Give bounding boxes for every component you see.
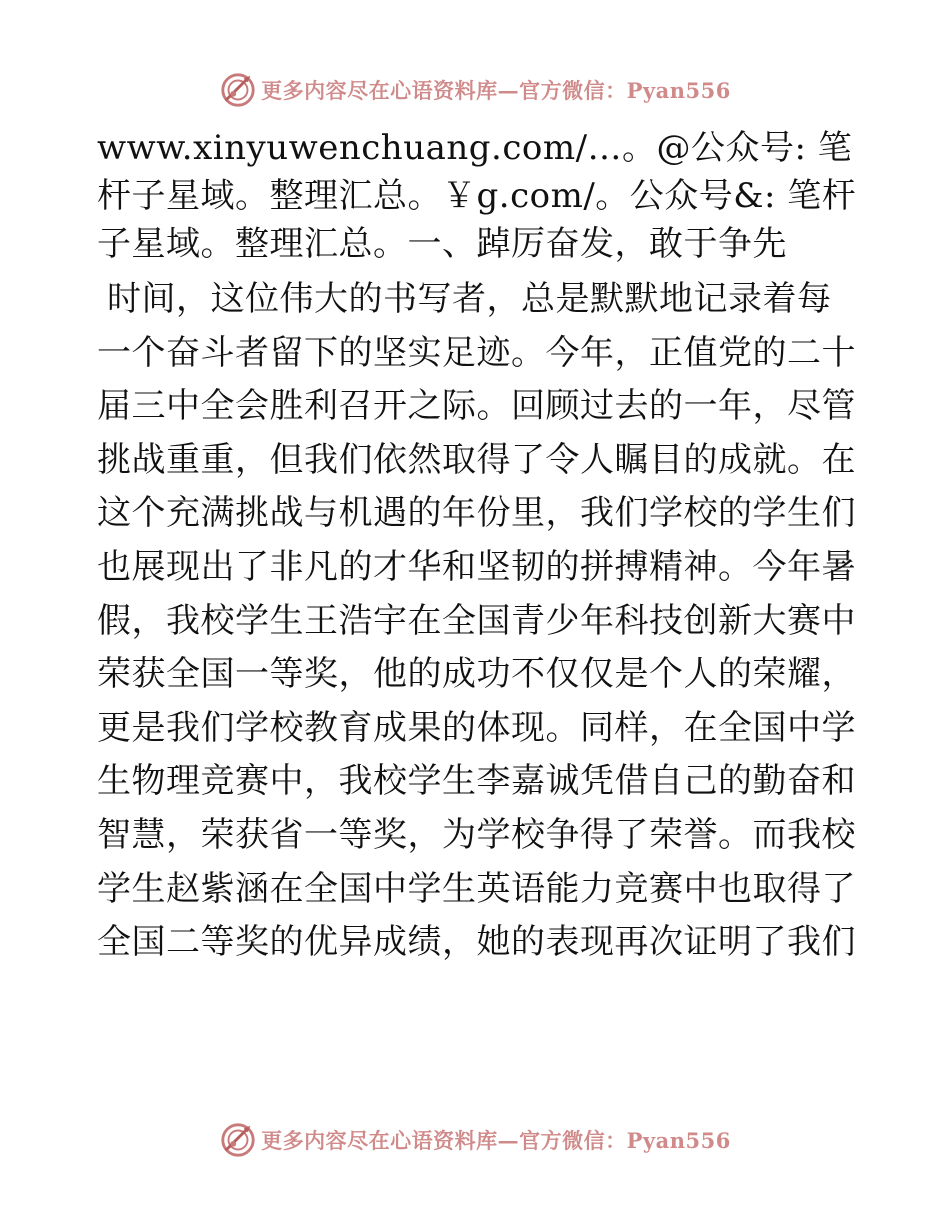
body-paragraph: 时间，这位伟大的书写者，总是默默地记录着每一个奋斗者留下的坚实足迹。今年，正值党的二十届三中全会胜利召开之际。回顾过去的一年，尽管挑战重重，但我们依然取得了令人瞩目的成就。在这个充满挑战与机遇的年份里，我们学校的学生们也展现出了非凡的才华和坚韧的拼搏精神。今年暑假，我校学生王浩宇在全国青少年科技创新大赛中荣获全国一等奖，他的成功不仅仅是个人的荣耀，更是我们学校教育成果的体现。同样，在全国中学生物理竞赛中，我校学生李嘉诚凭借自己的勤奋和智慧，荣获省一等奖，为学校争得了荣誉。而我校学生赵紫涵在全国中学生英语能力竞赛中也取得了全国二等奖的优异成绩，她的表现再次证明了我们 [97, 279, 856, 963]
header-brand-text: 更多内容尽在心语资料库—官方微信：Pyan556 [261, 78, 731, 103]
header-watermark [0, 70, 950, 110]
seal-logo-icon [219, 1121, 257, 1159]
footer-watermark [0, 1120, 950, 1160]
footer-brand-text: 更多内容尽在心语资料库—官方微信：Pyan556 [261, 1128, 731, 1153]
seal-logo-icon [219, 71, 257, 109]
intro-paragraph: www.xinyuwenchuang.com/…。@公众号: 笔杆子星域。整理汇总。￥g.com/。公众号&: 笔杆子星域。整理汇总。一、踔厉奋发，敢于争先 [97, 128, 857, 264]
document-body [97, 124, 857, 970]
